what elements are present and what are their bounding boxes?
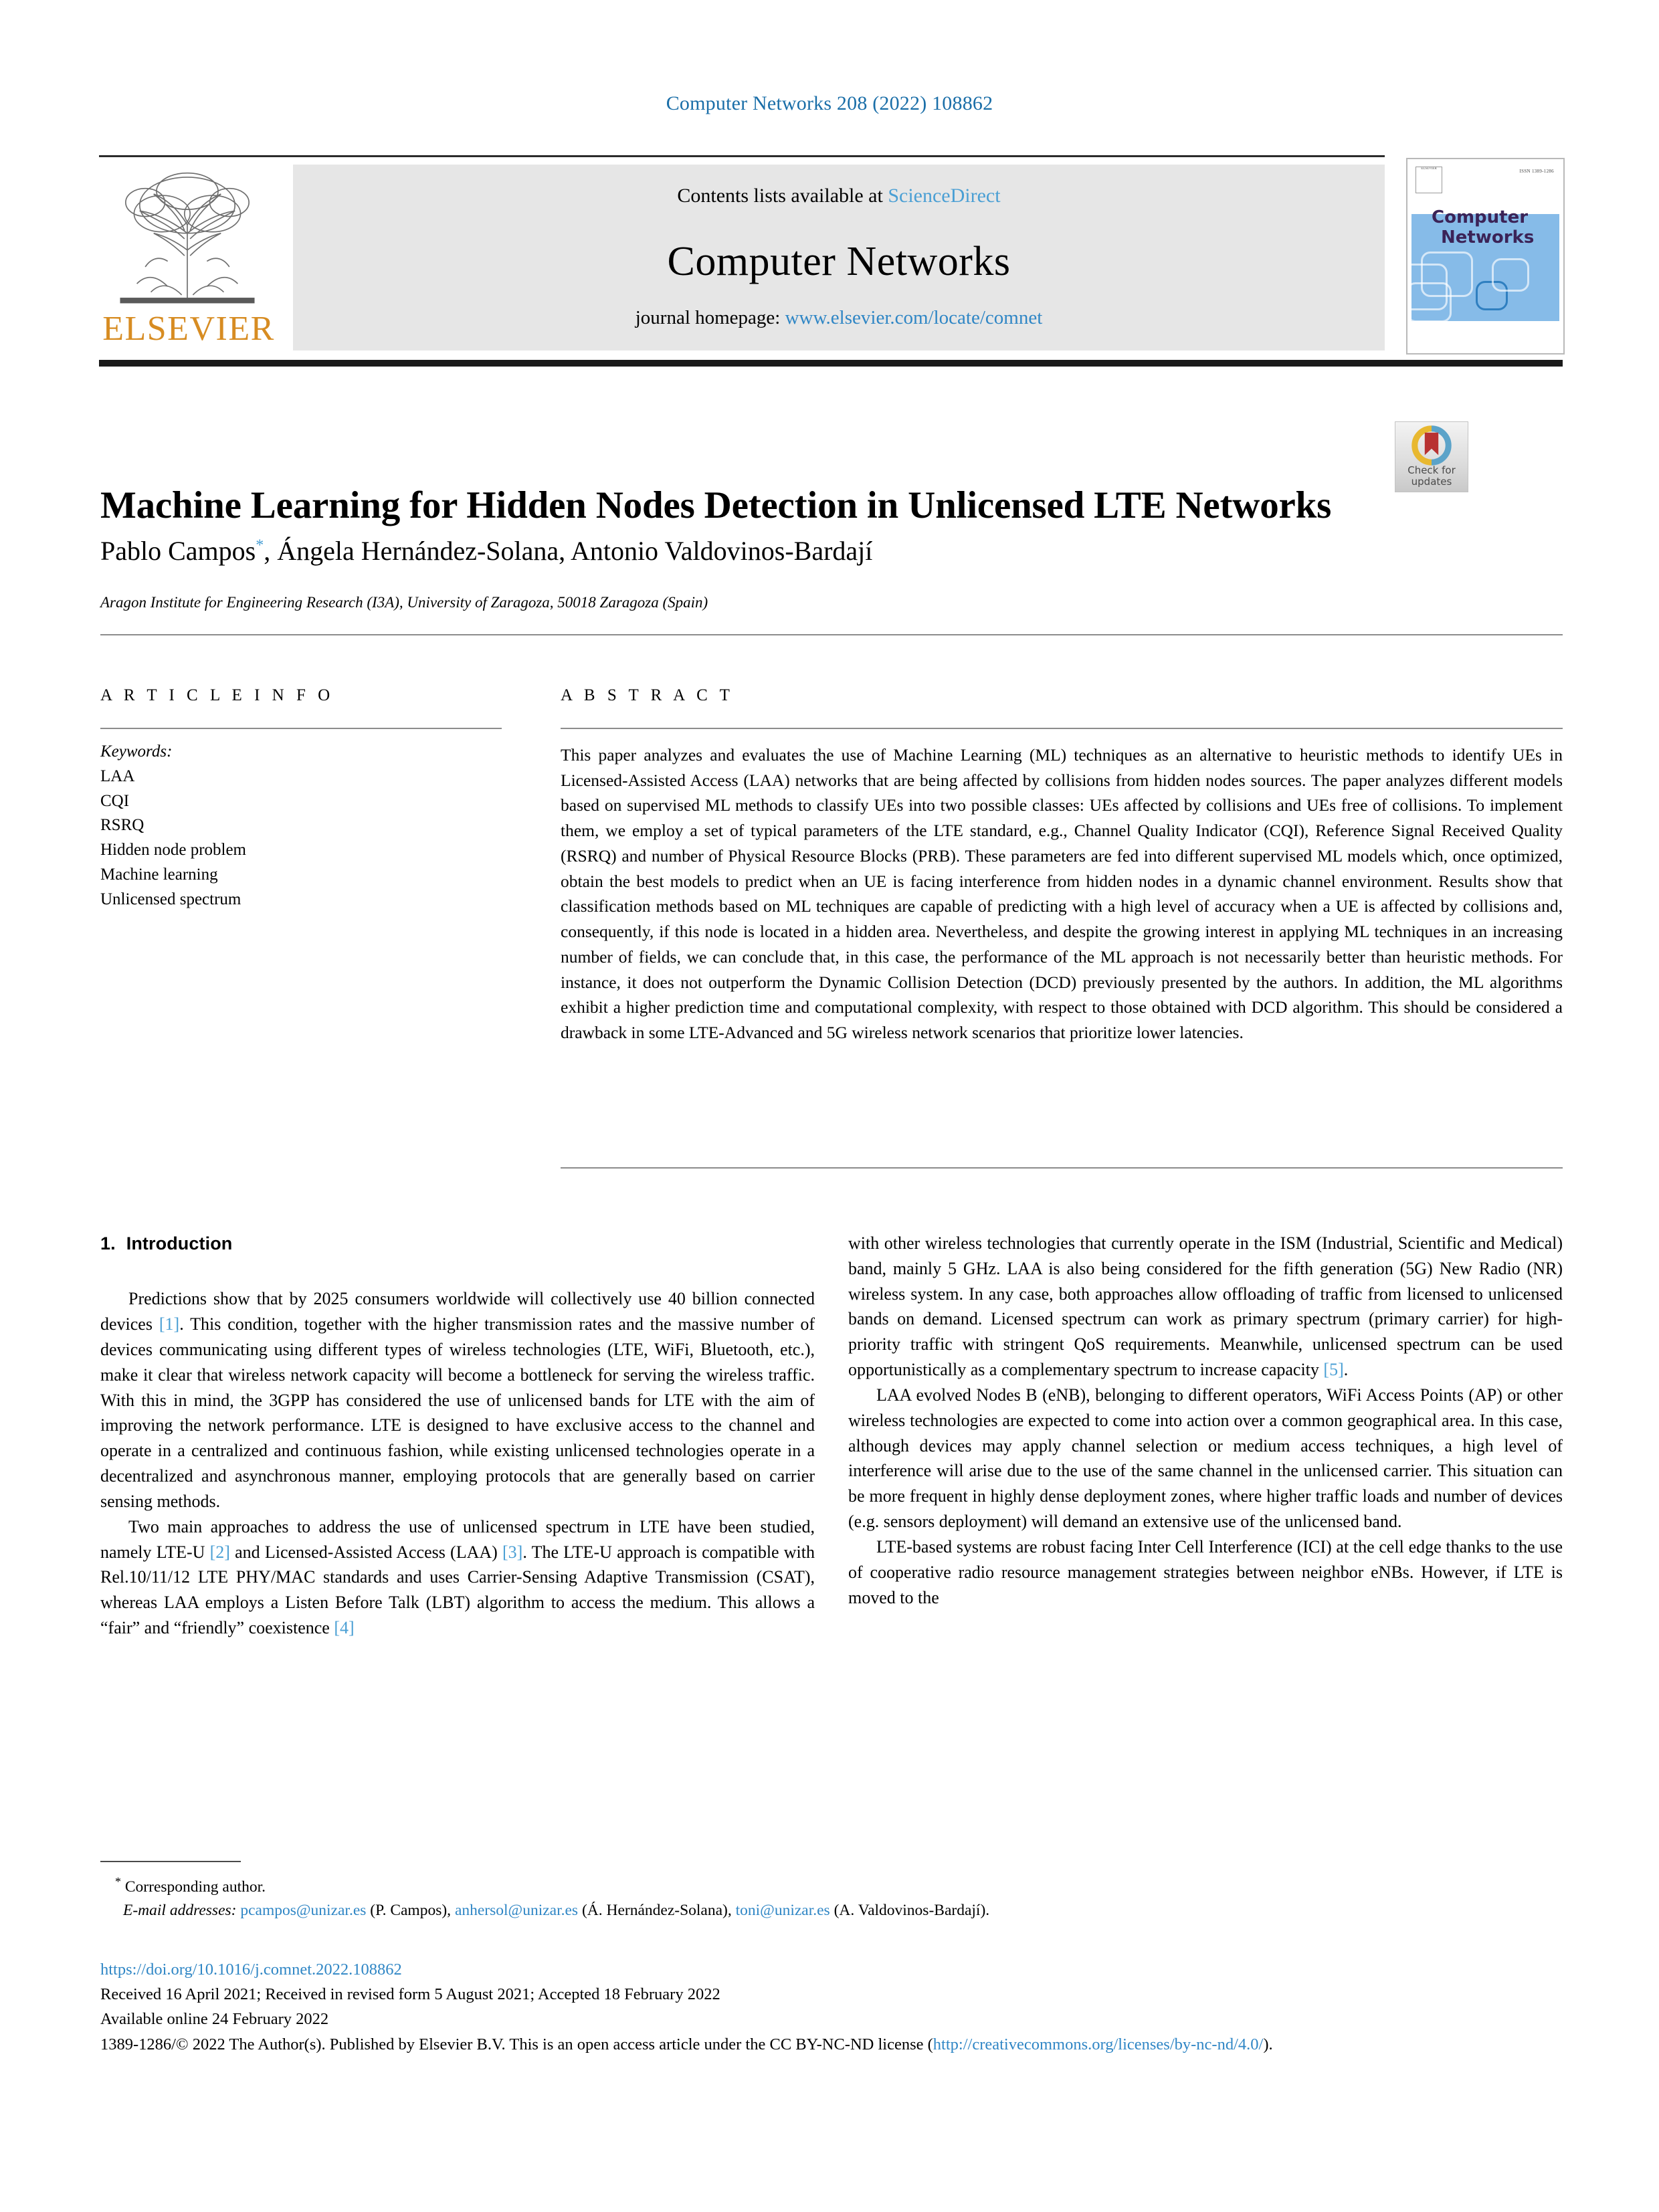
paragraph-text: with other wireless technologies that currently operate in the ISM (Industrial, Scientific and Medical) band, mainly 5 GHz. LAA is also being considered for the fifth generation (5G) New Radio (NR) wireless system. In any case, both approaches allow offloading of traffic from licensed to unlicensed bands on demand. Licensed spectrum can work as primary spectrum (primary carrier) for high-priority traffic with stringent QoS requirements. Meanwhile, unlicensed spectrum can be used opportunistically as a complementary spectrum to increase capacity — [848, 1233, 1563, 1380]
paragraph-text: . The LTE-U approach is compatible with Rel.10/11/12 LTE PHY/MAC standards and uses Carrier-Sensing Adaptive Transmission (CSAT), whereas LAA employs a Listen Before Talk (LBT) algorithm to access the medium. This allows a “fair” and “friendly” coexistence — [100, 1542, 815, 1638]
cover-square-5 — [1492, 258, 1529, 292]
citation-ref-3[interactable]: [3] — [502, 1542, 523, 1562]
author-list — [100, 535, 1371, 567]
section-number: 1. — [100, 1233, 116, 1253]
paragraph — [848, 1231, 1563, 1383]
keyword-item: CQI — [100, 791, 130, 810]
body-column-right — [848, 1231, 1563, 1610]
keyword-item: RSRQ — [100, 816, 144, 835]
abstract-column — [561, 686, 1563, 1045]
keyword-item: Hidden node problem — [100, 841, 247, 859]
citation-ref-5[interactable]: [5] — [1323, 1360, 1344, 1380]
elsevier-tree-icon — [103, 163, 272, 312]
paragraph-text: . This condition, together with the higher transmission rates and the massive number of devices communicating using different types of wireless technologies (LTE, WiFi, Bluetooth, etc.), make it clear that wireless network capacity will become a bottleneck for serving the wireless traffic. With this in mind, the 3GPP has considered the use of unlicensed bands for LTE with the aim of improving the network performance. LTE is designed to have exclusive access to the channel and operate in a centralized and continuous fashion, while existing unlicensed technologies operate in a decentralized and asynchronous manner, employing protocols that are generally based on carrier sensing methods. — [100, 1314, 815, 1511]
page-footer — [100, 1957, 1563, 2057]
masthead-top-rule — [99, 155, 1385, 157]
author-block-rule — [100, 634, 1563, 635]
email-owner-2: (Á. Hernández-Solana), — [581, 1902, 732, 1920]
available-online-line: Available online 24 February 2022 — [100, 2010, 329, 2029]
abstract-heading: A B S T R A C T — [561, 686, 734, 704]
journal-masthead — [99, 161, 1385, 353]
author-rest: , Ángela Hernández-Solana, Antonio Valdovinos-Bardají — [264, 536, 873, 566]
body-column-left — [100, 1231, 815, 1641]
corresponding-author-text: Corresponding author. — [124, 1878, 266, 1896]
contents-band — [293, 165, 1385, 350]
cover-issn: ISSN 1389-1286 — [1519, 169, 1554, 174]
email-addresses-label: E-mail addresses: — [123, 1902, 237, 1920]
journal-title: Computer Networks — [667, 239, 1011, 284]
keyword-item: Machine learning — [100, 865, 218, 884]
crossmark-badge-icon — [1411, 425, 1452, 466]
paragraph — [100, 1286, 815, 1514]
crossmark-label-line-1: Check for — [1407, 464, 1456, 477]
copyright-text-a: 1389-1286/© 2022 The Author(s). Published by Elsevier B.V. This is an open access article under the CC BY-NC-ND license ( — [100, 2035, 933, 2053]
journal-homepage-link[interactable]: www.elsevier.com/locate/comnet — [785, 307, 1043, 328]
elsevier-wordmark: ELSEVIER — [102, 310, 275, 348]
cover-square-3 — [1406, 282, 1452, 322]
crossmark-label-line-2: updates — [1411, 476, 1452, 488]
copyright-line — [100, 2032, 1563, 2057]
email-link-3[interactable]: toni@unizar.es — [735, 1902, 830, 1920]
author-first: Pablo Campos — [100, 536, 256, 566]
email-link-1[interactable]: pcampos@unizar.es — [240, 1902, 367, 1920]
license-link[interactable]: http://creativecommons.org/licenses/by-nc-nd/4.0/ — [933, 2035, 1264, 2053]
journal-cover-thumbnail[interactable] — [1406, 158, 1565, 355]
paragraph-text: and Licensed-Assisted Access (LAA) — [229, 1542, 503, 1562]
page-title: Machine Learning for Hidden Nodes Detection in Unlicensed LTE Networks — [100, 484, 1332, 527]
cover-elsevier-mark: ELSEVIER — [1416, 167, 1442, 193]
homepage-prefix: journal homepage: — [635, 307, 785, 328]
cover-title-line-1: Computer — [1432, 207, 1529, 227]
contents-prefix: Contents lists available at — [677, 185, 888, 207]
keyword-item: Unlicensed spectrum — [100, 890, 241, 908]
section-title: Introduction — [126, 1233, 233, 1253]
paragraph: LAA evolved Nodes B (eNB), belonging to different operators, WiFi Access Points (AP) or other wireless technologies are expected to come into action over a common geographical area. In this case, although devices may apply channel selection or medium access techniques, a high level of interference will arise due to the use of the same channel in the unlicensed carrier. This situation can be more frequent in highly dense deployment zones, where higher traffic loads and number of devices (e.g. sensors deployment) will demand an extensive use of the unlicensed band. — [848, 1385, 1563, 1532]
affiliation: Aragon Institute for Engineering Research (I3A), University of Zaragoza, 50018 Zaragoza (Spain) — [100, 594, 708, 611]
keyword-item: LAA — [100, 767, 135, 785]
email-addresses-note — [100, 1899, 1559, 1922]
paragraph-text: Two main approaches to address the use of unlicensed spectrum in LTE have been studied, namely LTE-U — [100, 1516, 815, 1562]
cover-inner — [1411, 163, 1559, 349]
masthead-bottom-rule — [99, 360, 1563, 367]
keywords-label: Keywords: — [100, 742, 173, 761]
crossmark-badge[interactable] — [1395, 421, 1468, 492]
paragraph-text: . — [1343, 1360, 1349, 1380]
paragraph — [100, 1514, 815, 1641]
article-info-column — [100, 686, 502, 912]
email-owner-3: (A. Valdovinos-Bardají). — [834, 1902, 990, 1920]
crossmark-label — [1395, 465, 1468, 488]
email-owner-1: (P. Campos), — [370, 1902, 452, 1920]
elsevier-logo — [99, 163, 281, 352]
running-head: Computer Networks 208 (2022) 108862 — [666, 92, 993, 114]
footnote-block — [100, 1873, 1559, 1922]
corresponding-author-marker: * — [256, 536, 264, 555]
cover-title-line-2: Networks — [1441, 227, 1535, 247]
section-heading-introduction — [100, 1231, 815, 1257]
citation-ref-4[interactable]: [4] — [334, 1618, 355, 1638]
keywords-block — [100, 740, 502, 912]
sciencedirect-link[interactable]: ScienceDirect — [888, 185, 1001, 207]
citation-ref-1[interactable]: [1] — [159, 1314, 180, 1334]
copyright-text-b: ). — [1263, 2035, 1273, 2053]
doi-line — [100, 1957, 1563, 1982]
paragraph-text: Predictions show that by 2025 consumers worldwide will collectively use 40 billion connected devices — [100, 1289, 815, 1334]
doi-link[interactable]: https://doi.org/10.1016/j.comnet.2022.108862 — [100, 1960, 402, 1979]
article-info-heading: A R T I C L E I N F O — [100, 686, 334, 704]
received-line: Received 16 April 2021; Received in revised form 5 August 2021; Accepted 18 February 2022 — [100, 1985, 720, 2004]
footnote-rule — [100, 1861, 241, 1862]
abstract-rule — [561, 728, 1563, 729]
email-link-2[interactable]: anhersol@unizar.es — [454, 1902, 579, 1920]
abstract-bottom-rule — [561, 1167, 1563, 1169]
contents-list-line — [293, 185, 1385, 207]
abstract-text: This paper analyzes and evaluates the use of Machine Learning (ML) techniques as an alternative to heuristic methods to identify UEs in Licensed-Assisted Access (LAA) networks that are being affected by collisions from hidden nodes sources. The paper analyzes different models based on supervised ML methods to classify UEs into two possible classes: UEs affected by collisions and UEs free of collisions. To implement them, we employ a set of typical parameters of the LTE standard, e.g., Channel Quality Indicator (CQI), Reference Signal Received Quality (RSRQ) and number of Physical Resource Blocks (PRB). These parameters are fed into different supervised ML models which, once optimized, obtain the best models to predict when an UE is facing interference from hidden nodes in a dynamic channel environment. Results show that classification methods based on ML techniques are capable of predicting with a high level of accuracy when a UE is affected by collisions and, consequently, if this node is located in a hidden area. Nevertheless, and despite the growing interest in applying ML techniques in an increasing number of fields, we can conclude that, in this case, the performance of the ML approach is not necessarily better than heuristic methods. For instance, it does not outperform the Dynamic Collision Detection (DCD) previously presented by the authors. In addition, the ML algorithms exhibit a higher prediction time and computational complexity, with respect to those obtained with DCD algorithm. This should be considered a drawback in some LTE-Advanced and 5G wireless network scenarios that prioritize lower latencies. — [561, 745, 1563, 1043]
journal-homepage-line — [293, 307, 1385, 329]
corresponding-author-note — [100, 1873, 1559, 1899]
article-info-rule — [100, 728, 502, 729]
paragraph: LTE-based systems are robust facing Inter Cell Interference (ICI) at the cell edge thanks to the use of cooperative radio resource management strategies between neighbor eNBs. However, if LTE is moved to the — [848, 1536, 1563, 1607]
footnote-marker: * — [115, 1875, 121, 1888]
citation-ref-2[interactable]: [2] — [209, 1542, 230, 1562]
